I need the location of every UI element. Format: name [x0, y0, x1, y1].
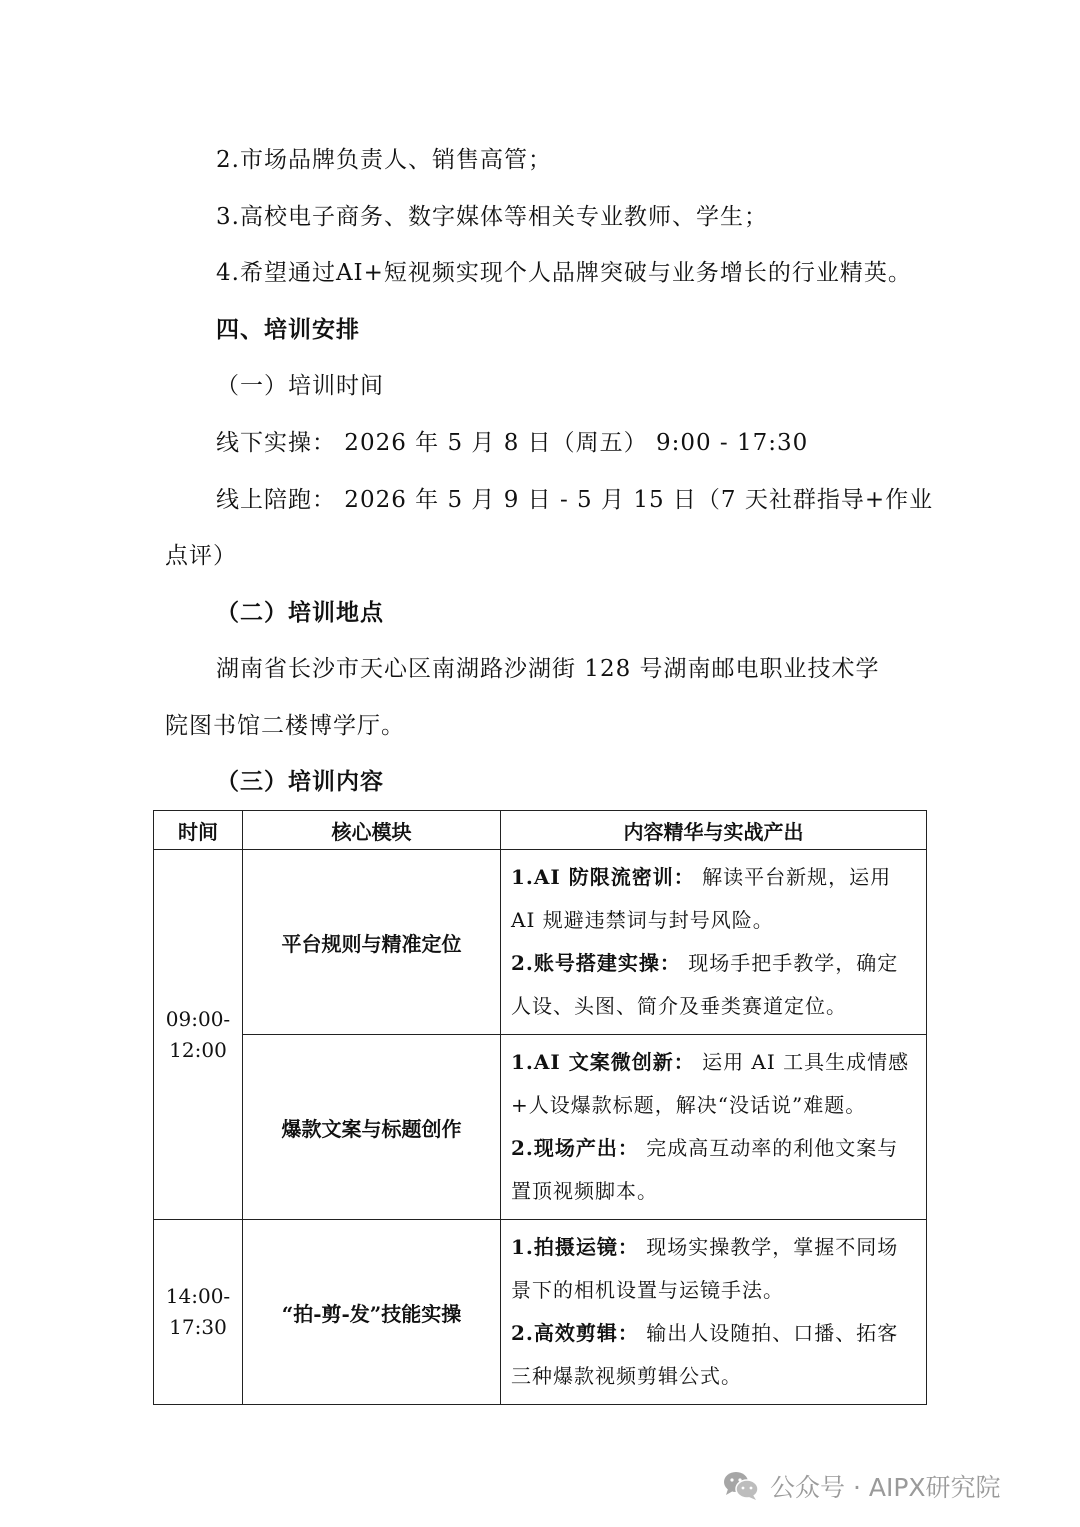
- header-module: 核心模块: [243, 811, 501, 850]
- content-item-text: 运用 AI 工具生成情感+人设爆款标题，解决“没话说”难题。: [511, 1050, 910, 1117]
- content-cell: [501, 850, 927, 1035]
- content-cell: [501, 1035, 927, 1220]
- content-item-text: 现场手把手教学，确定人设、头图、简介及垂类赛道定位。: [511, 951, 899, 1018]
- content-item-text: 解读平台新规，运用 AI 规避违禁词与封号风险。: [511, 865, 892, 932]
- content-item-text: 现场实操教学，掌握不同场景下的相机设置与运镜手法。: [511, 1235, 899, 1302]
- module-cell: 平台规则与精准定位: [243, 850, 501, 1035]
- time-end: 17:30: [169, 1315, 227, 1339]
- audience-item-3: 3.高校电子商务、数字媒体等相关专业教师、学生；: [216, 204, 768, 230]
- section-heading: 四、培训安排: [216, 316, 360, 343]
- content-item: [511, 1127, 916, 1213]
- content-item-text: 完成高互动率的利他文案与置顶视频脚本。: [511, 1136, 899, 1203]
- time-start: 09:00-: [165, 1006, 231, 1031]
- wechat-icon: [722, 1469, 760, 1503]
- content-item: [511, 1312, 916, 1398]
- online-schedule-line1: 线上陪跑： 2026 年 5 月 9 日 - 5 月 15 日（7 天社群指导+作业: [216, 487, 934, 513]
- subheading-time: （一）培训时间: [216, 373, 384, 399]
- time-cell-morning: [154, 850, 243, 1220]
- table-row: [154, 1035, 927, 1220]
- training-schedule-table: [153, 810, 927, 1405]
- content-item-key: 2.现场产出：: [511, 1136, 639, 1160]
- content-item: [511, 942, 916, 1028]
- content-item-key: 1.拍摄运镜：: [511, 1235, 639, 1259]
- location-line1: 湖南省长沙市天心区南湖路沙湖街 128 号湖南邮电职业技术学: [216, 656, 880, 682]
- watermark-text: 公众号 · AIPX研究院: [770, 1473, 1001, 1502]
- subheading-location: （二）培训地点: [216, 599, 384, 626]
- content-item: [511, 856, 916, 942]
- audience-item-4: 4.希望通过AI+短视频实现个人品牌突破与业务增长的行业精英。: [216, 260, 912, 286]
- time-end: 12:00: [169, 1037, 227, 1062]
- content-item-key: 2.账号搭建实操：: [511, 951, 681, 975]
- header-time: 时间: [154, 811, 243, 850]
- content-item-text: 输出人设随拍、口播、拓客三种爆款视频剪辑公式。: [511, 1321, 899, 1388]
- content-cell: [501, 1220, 927, 1405]
- table-row: [154, 1220, 927, 1405]
- table-header-row: [154, 811, 927, 850]
- time-cell-afternoon: [154, 1220, 243, 1405]
- table-row: [154, 850, 927, 1035]
- content-item-key: 1.AI 文案微创新：: [511, 1050, 695, 1074]
- module-cell: “拍-剪-发”技能实操: [243, 1220, 501, 1405]
- offline-schedule: 线下实操： 2026 年 5 月 8 日（周五） 9:00 - 17:30: [216, 430, 809, 456]
- content-item-key: 2.高效剪辑：: [511, 1321, 639, 1345]
- module-cell: 爆款文案与标题创作: [243, 1035, 501, 1220]
- location-line2: 院图书馆二楼博学厅。: [165, 713, 405, 739]
- time-start: 14:00-: [165, 1284, 231, 1308]
- subheading-content: （三）培训内容: [216, 768, 384, 795]
- audience-item-2: 2.市场品牌负责人、销售高管；: [216, 147, 552, 173]
- content-item: [511, 1041, 916, 1127]
- content-item: [511, 1226, 916, 1312]
- header-content: 内容精华与实战产出: [501, 811, 927, 850]
- content-item-key: 1.AI 防限流密训：: [511, 865, 695, 889]
- online-schedule-line2: 点评）: [165, 543, 237, 569]
- wechat-watermark: [722, 1466, 1001, 1506]
